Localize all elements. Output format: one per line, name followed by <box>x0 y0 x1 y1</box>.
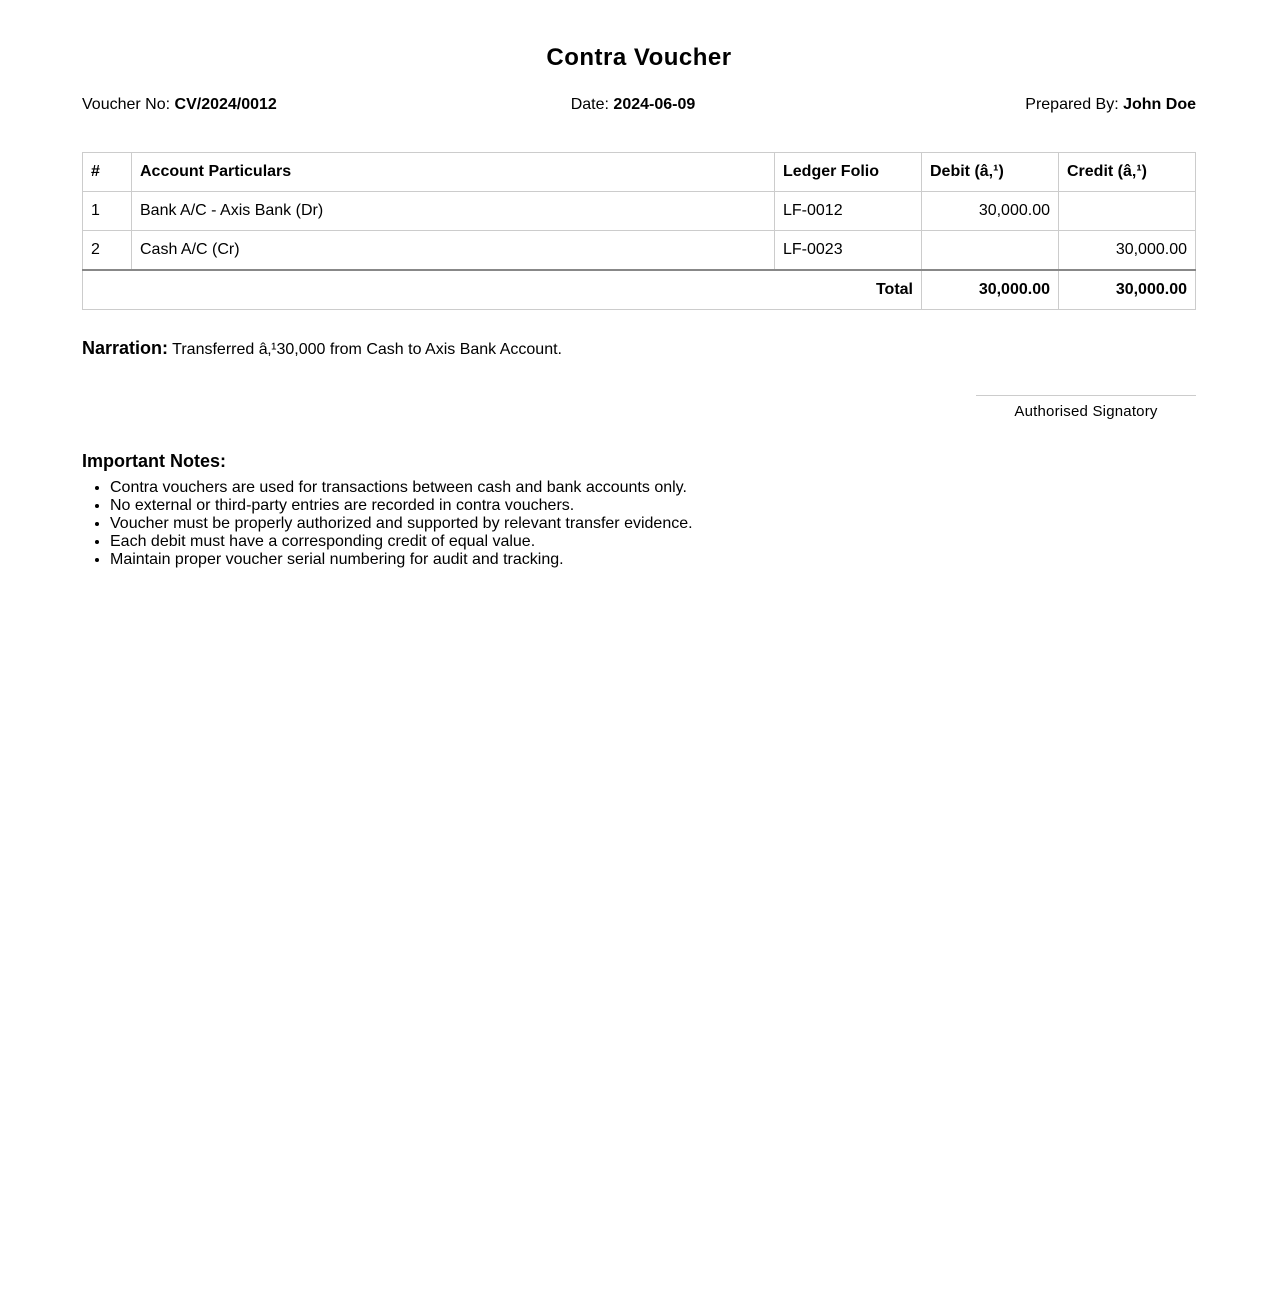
voucher-date-label: Date: <box>570 96 609 113</box>
row-ledger-folio: LF-0012 <box>775 192 922 231</box>
row-number: 1 <box>83 192 132 231</box>
total-debit: 30,000.00 <box>922 270 1059 310</box>
prepared-by-value: John Doe <box>1123 96 1196 113</box>
row-credit: 30,000.00 <box>1059 231 1196 271</box>
row-credit <box>1059 192 1196 231</box>
narration-text: Transferred â‚¹30,000 from Cash to Axis Bank Account. <box>172 341 562 358</box>
notes-list <box>82 479 693 569</box>
total-label: Total <box>83 270 922 310</box>
prepared-by-label: Prepared By: <box>1025 96 1119 113</box>
row-debit: 30,000.00 <box>922 192 1059 231</box>
list-item: • Each debit must have a corresponding credit of equal value. <box>110 533 693 551</box>
list-item: • Contra vouchers are used for transactions between cash and bank accounts only. <box>110 479 693 497</box>
table-row <box>83 192 1196 231</box>
header-credit: Credit (â‚¹) <box>1059 153 1196 192</box>
notes-title: Important Notes: <box>82 451 226 471</box>
voucher-date <box>82 94 1184 116</box>
voucher-number-value: CV/2024/0012 <box>174 96 277 113</box>
voucher-number-label: Voucher No: <box>82 96 171 113</box>
header-debit: Debit (â‚¹) <box>922 153 1059 192</box>
table-row <box>83 231 1196 271</box>
narration-label: Narration: <box>82 338 169 358</box>
header-number: # <box>83 153 132 192</box>
row-ledger-folio: LF-0023 <box>775 231 922 271</box>
voucher-meta <box>82 94 1196 116</box>
voucher-date-value: 2024-06-09 <box>613 96 696 113</box>
narration <box>82 337 562 361</box>
total-row <box>83 270 1196 310</box>
page-title: Contra Voucher <box>546 44 732 71</box>
authorised-signatory: Authorised Signatory <box>976 395 1196 421</box>
header-account-particulars: Account Particulars <box>132 153 775 192</box>
row-debit <box>922 231 1059 271</box>
list-item: • Voucher must be properly authorized and supported by relevant transfer evidence. <box>110 515 693 533</box>
table-header-row <box>83 153 1196 192</box>
prepared-by <box>1025 94 1196 116</box>
voucher-entries-table <box>82 152 1196 310</box>
row-particulars: Bank A/C - Axis Bank (Dr) <box>132 192 775 231</box>
total-credit: 30,000.00 <box>1059 270 1196 310</box>
header-ledger-folio: Ledger Folio <box>775 153 922 192</box>
list-item: • No external or third-party entries are recorded in contra vouchers. <box>110 497 693 515</box>
list-item: • Maintain proper voucher serial numbering for audit and tracking. <box>110 551 693 569</box>
row-number: 2 <box>83 231 132 271</box>
row-particulars: Cash A/C (Cr) <box>132 231 775 271</box>
